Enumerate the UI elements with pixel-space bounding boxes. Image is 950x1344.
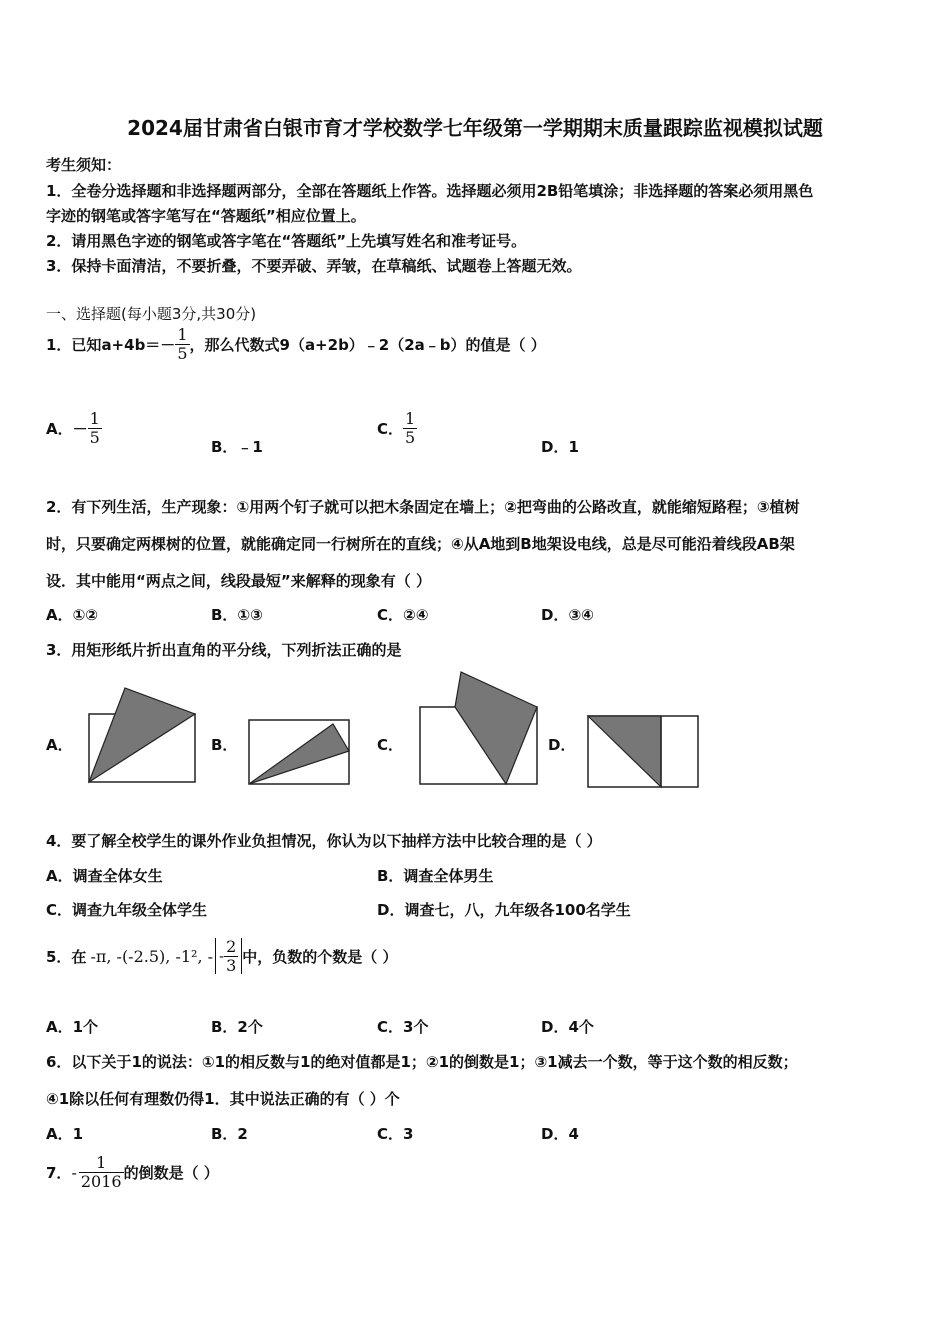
q3-stem: 3．用矩形纸片折出直角的平分线，下列折法正确的是 — [46, 641, 402, 659]
q2-line-3: 设．其中能用“两点之间，线段最短”来解释的现象有（ ） — [46, 572, 431, 590]
q2-line-1: 2．有下列生活，生产现象：①用两个钉子就可以把木条固定在墙上；②把弯曲的公路改直，就能缩短路程；③植树 — [46, 498, 800, 516]
q1-opt-a-fraction — [88, 410, 102, 446]
q1-opt-a-num: 1 — [89, 409, 100, 428]
q1-suffix: ，那么代数式9（a+2b）﹣2（2a﹣b）的值是（ ） — [189, 335, 546, 354]
q1-prefix: 1．已知 — [46, 335, 102, 354]
q5-option-c[interactable]: C．3个 — [377, 1018, 429, 1036]
q1-opt-a-den: 5 — [89, 427, 100, 447]
q5-absolute-value — [215, 938, 242, 974]
q4-option-d[interactable]: D．调查七，八，九年级各100名学生 — [377, 901, 631, 919]
section-heading: 一、选择题(每小题3分,共30分) — [46, 305, 257, 323]
q2-line-2: 时，只要确定两棵树的位置，就能确定同一行树所在的直线；④从A地到B地架设电线，总是尽可能沿着线段AB架 — [46, 535, 795, 553]
q2-option-d[interactable]: D．③④ — [541, 606, 594, 624]
q3-figure-c — [417, 668, 543, 788]
q3-option-c-label[interactable]: C． — [377, 736, 404, 754]
q2-option-b[interactable]: B．①③ — [211, 606, 263, 624]
q5-prefix: 5．在 — [46, 947, 87, 966]
q1-fraction — [175, 326, 189, 362]
q1-option-b[interactable]: B．﹣1 — [211, 438, 263, 456]
q7-prefix: 7． — [46, 1163, 72, 1182]
q6-line-1: 6．以下关于1的说法：①1的相反数与1的绝对值都是1；②1的倒数是1；③1减去一个数，等于这个数的相反数； — [46, 1053, 798, 1071]
q1-opt-c-fraction — [403, 410, 417, 446]
q3-figure-d — [585, 713, 703, 791]
q7-suffix: 的倒数是（ ） — [123, 1163, 219, 1182]
q1-option-d[interactable]: D．1 — [541, 438, 579, 456]
q3-option-d-label[interactable]: D． — [548, 736, 576, 754]
q4-option-c[interactable]: C．调查九年级全体学生 — [46, 901, 208, 919]
q3-option-b-label[interactable]: B． — [211, 736, 238, 754]
q1-opt-c-num: 1 — [405, 409, 416, 428]
q1-expr: a+4b＝－ — [101, 335, 176, 354]
q1-option-a[interactable] — [46, 410, 102, 446]
q6-line-2: ④1除以任何有理数仍得1．其中说法正确的有（ ）个 — [46, 1090, 400, 1108]
q6-option-c[interactable]: C．3 — [377, 1125, 414, 1143]
q2-option-a[interactable]: A．①② — [46, 606, 99, 624]
notice-line-1b: 字迹的钢笔或答字笔写在“答题纸”相应位置上。 — [46, 207, 366, 225]
notice-line-2: 2．请用黑色字迹的钢笔或答字笔在“答题纸”上先填写姓名和准考证号。 — [46, 232, 527, 250]
q1-option-c[interactable] — [377, 410, 417, 446]
q5-abs-fraction — [224, 938, 238, 974]
q3-figure-b — [246, 716, 354, 788]
notice-line-1a: 1．全卷分选择题和非选择题两部分，全部在答题纸上作答。选择题必须用2B铅笔填涂；非选择题的答案必须用黑色 — [46, 182, 814, 200]
q5-option-d[interactable]: D．4个 — [541, 1018, 594, 1036]
q1-opt-a-label: A． — [46, 419, 73, 438]
q3-figure-a — [85, 684, 200, 789]
q5-abs-sign: - — [219, 947, 225, 965]
q1-frac-den: 5 — [177, 343, 188, 363]
question-5 — [46, 930, 398, 982]
q5-abs-den: 3 — [226, 955, 237, 975]
q1-frac-num: 1 — [177, 325, 188, 344]
q4-option-b[interactable]: B．调查全体男生 — [377, 867, 494, 885]
q6-option-a[interactable]: A．1 — [46, 1125, 84, 1143]
q5-option-a[interactable]: A．1个 — [46, 1018, 99, 1036]
q5-suffix: 中，负数的个数是（ ） — [242, 947, 398, 966]
q4-stem: 4．要了解全校学生的课外作业负担情况，你认为以下抽样方法中比较合理的是（ ） — [46, 832, 602, 850]
page-title: 2024届甘肃省白银市育才学校数学七年级第一学期期末质量跟踪监视模拟试题 — [127, 116, 823, 140]
notice-line-3: 3．保持卡面清洁，不要折叠，不要弄破、弄皱，在草稿纸、试题卷上答题无效。 — [46, 257, 582, 275]
q5-expr: -π, -(-2.5), -1², - — [90, 946, 214, 966]
q1-opt-c-label: C． — [377, 419, 404, 438]
q1-opt-a-sign: － — [72, 419, 88, 438]
q5-option-b[interactable]: B．2个 — [211, 1018, 263, 1036]
q3-option-a-label[interactable]: A． — [46, 736, 73, 754]
q4-option-a[interactable]: A．调查全体女生 — [46, 867, 163, 885]
notice-heading: 考生须知： — [46, 156, 122, 174]
q6-option-b[interactable]: B．2 — [211, 1125, 248, 1143]
q2-option-c[interactable]: C．②④ — [377, 606, 429, 624]
q7-sign: - — [71, 1162, 77, 1182]
q5-abs-num: 2 — [226, 936, 237, 956]
q7-den: 2016 — [80, 1171, 122, 1191]
q1-opt-c-den: 5 — [405, 427, 416, 447]
q7-num: 1 — [79, 1154, 124, 1173]
question-1 — [46, 326, 546, 362]
q7-fraction — [79, 1154, 124, 1190]
question-7 — [46, 1154, 219, 1190]
q6-option-d[interactable]: D．4 — [541, 1125, 579, 1143]
